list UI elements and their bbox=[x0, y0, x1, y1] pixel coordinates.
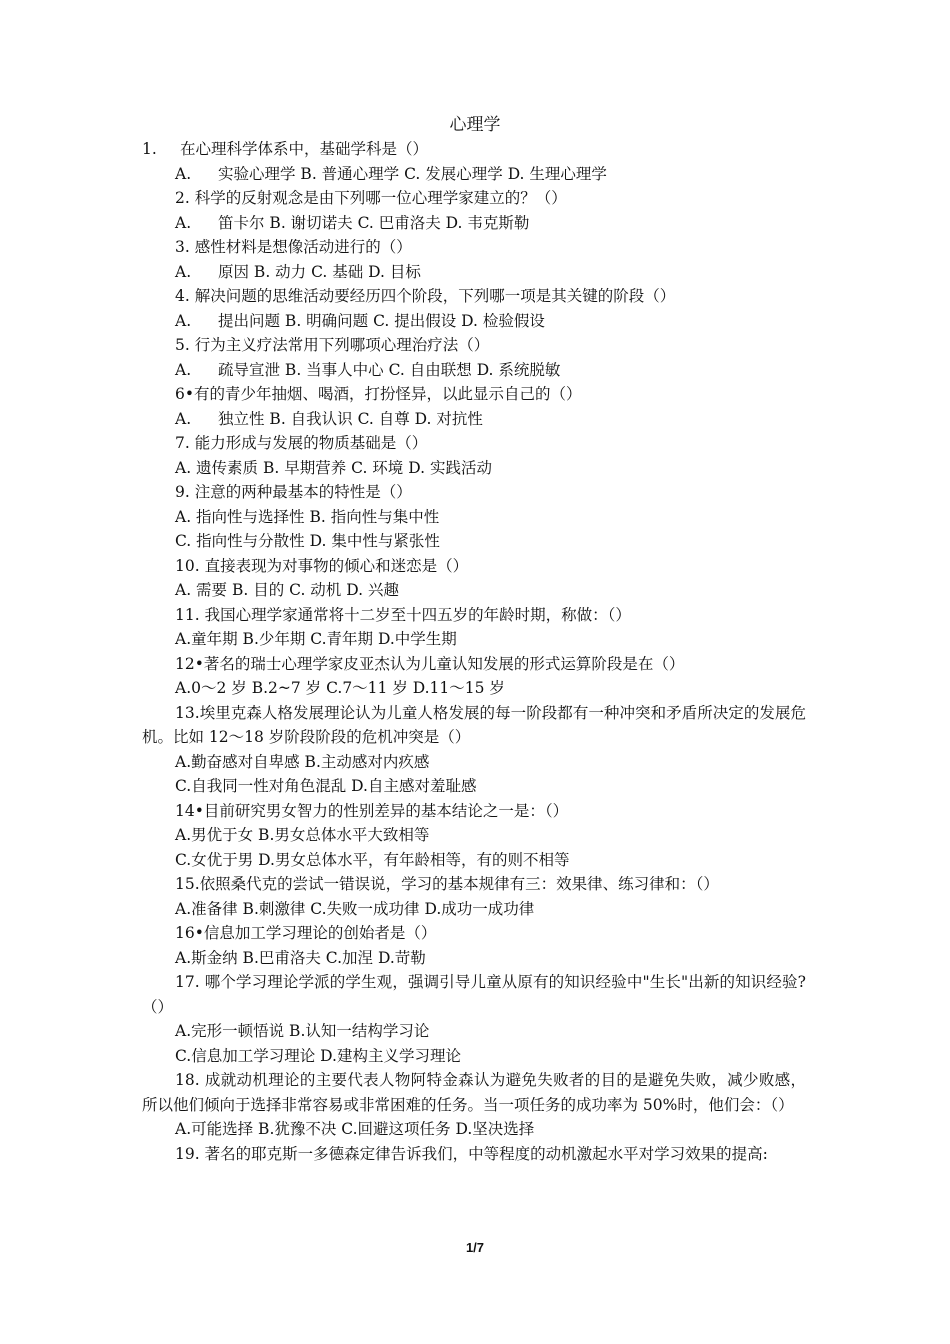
option-lead: A. bbox=[175, 262, 192, 281]
options-14b: C.女优于男 D.男女总体水平，有年龄相等，有的则不相等 bbox=[175, 850, 570, 869]
option-text: 提出问题 B. 明确问题 C. 提出假设 D. 检验假设 bbox=[218, 311, 545, 330]
document-title: 心理学 bbox=[449, 115, 501, 135]
options-9b: C. 指向性与分散性 D. 集中性与紧张性 bbox=[175, 532, 440, 550]
page-number: 1/7 bbox=[465, 1240, 485, 1255]
options-13a: A.勤奋感对自卑感 B.主动感对内疚感 bbox=[175, 752, 430, 771]
question-18: 18. 成就动机理论的主要代表人物阿特金森认为避免失败者的目的是避免失败，减少败感，所以他们倾向于选择非常容易或非常困难的任务。当一项任务的成功率为 50%时，他们会：（） bbox=[142, 1071, 806, 1114]
question-13: 13.埃里克森人格发展理论认为儿童人格发展的每一阶段都有一种冲突和矛盾所决定的发展危机。比如 12〜18 岁阶段阶段的危机冲突是（） bbox=[142, 703, 806, 746]
question-12: 12•著名的瑞士心理学家皮亚杰认为儿童认知发展的形式运算阶段是在（） bbox=[175, 654, 685, 673]
question-3: 3. 感性材料是想像活动进行的（） bbox=[175, 238, 412, 256]
options-9a: A. 指向性与选择性 B. 指向性与集中性 bbox=[175, 507, 440, 526]
options-1 bbox=[142, 162, 806, 187]
question-5: 5. 行为主义疗法常用下列哪项心理治疗法（） bbox=[175, 336, 490, 354]
option-lead: A. bbox=[175, 164, 192, 183]
option-lead: A. bbox=[175, 360, 192, 379]
question-list bbox=[142, 137, 806, 1166]
options-18: A.可能选择 B.犹豫不决 C.回避这项任务 D.坚决选择 bbox=[175, 1120, 535, 1138]
question-19: 19. 著名的耶克斯一多德森定律告诉我们，中等程度的动机激起水平对学习效果的提高: bbox=[175, 1144, 768, 1163]
option-text: 实验心理学 B. 普通心理学 C. 发展心理学 D. 生理心理学 bbox=[218, 164, 607, 183]
options-11: A.童年期 B.少年期 C.青年期 D.中学生期 bbox=[175, 630, 457, 648]
question-15: 15.依照桑代克的尝试一错误说，学习的基本规律有三：效果律、练习律和：（） bbox=[175, 875, 719, 893]
options-7: A. 遗传素质 B. 早期营养 C. 环境 D. 实践活动 bbox=[175, 458, 492, 477]
options-6 bbox=[142, 407, 806, 432]
options-2 bbox=[142, 211, 806, 236]
question-text: 在心理科学体系中，基础学科是（） bbox=[180, 140, 429, 158]
options-15: A.准备律 B.刺激律 C.失败一成功律 D.成功一成功律 bbox=[175, 899, 535, 918]
question-6: 6•有的青少年抽烟、喝酒，打扮怪异，以此显示自己的（） bbox=[175, 385, 582, 403]
option-text: 原因 B. 动力 C. 基础 D. 目标 bbox=[218, 262, 421, 281]
options-14a: A.男优于女 B.男女总体水平大致相等 bbox=[175, 826, 430, 844]
options-17b: C.信息加工学习理论 D.建构主义学习理论 bbox=[175, 1046, 461, 1065]
question-10: 10. 直接表现为对事物的倾心和迷恋是（） bbox=[175, 556, 469, 575]
option-lead: A. bbox=[175, 311, 192, 330]
options-13b: C.自我同一性对角色混乱 D.自主感对羞耻感 bbox=[175, 777, 477, 795]
options-16: A.斯金纳 B.巴甫洛夫 C.加涅 D.苛勒 bbox=[175, 948, 426, 967]
option-lead: A. bbox=[175, 409, 192, 428]
options-12: A.0〜2 岁 B.2~7 岁 C.7〜11 岁 D.11〜15 岁 bbox=[175, 679, 505, 697]
option-lead: A. bbox=[175, 213, 192, 232]
options-5 bbox=[142, 358, 806, 383]
question-16: 16•信息加工学习理论的创始者是（） bbox=[175, 924, 437, 942]
question-4: 4. 解决问题的思维活动要经历四个阶段，下列哪一项是其关键的阶段（） bbox=[175, 287, 676, 305]
option-text: 笛卡尔 B. 谢切诺夫 C. 巴甫洛夫 D. 韦克斯勒 bbox=[218, 213, 530, 232]
question-7: 7. 能力形成与发展的物质基础是（） bbox=[175, 434, 428, 452]
options-10: A. 需要 B. 目的 C. 动机 D. 兴趣 bbox=[175, 581, 399, 599]
options-4 bbox=[142, 309, 806, 334]
option-text: 疏导宣泄 B. 当事人中心 C. 自由联想 D. 系统脱敏 bbox=[218, 360, 561, 379]
question-9: 9. 注意的两种最基本的特性是（） bbox=[175, 483, 412, 501]
question-number: 1. bbox=[142, 140, 157, 158]
option-text: 独立性 B. 自我认识 C. 自尊 D. 对抗性 bbox=[218, 409, 483, 428]
question-2: 2. 科学的反射观念是由下列哪一位心理学家建立的？（） bbox=[175, 189, 567, 207]
question-11: 11. 我国心理学家通常将十二岁至十四五岁的年龄时期，称做：（） bbox=[175, 605, 631, 624]
options-17a: A.完形一顿悟说 B.认知一结构学习论 bbox=[175, 1022, 430, 1040]
options-3 bbox=[142, 260, 806, 285]
question-17: 17. 哪个学习理论学派的学生观，强调引导儿童从原有的知识经验中"生长"出新的知识经验?（） bbox=[142, 973, 806, 1016]
question-1 bbox=[142, 137, 806, 162]
question-14: 14•目前研究男女智力的性别差异的基本结论之一是：（） bbox=[175, 801, 569, 820]
